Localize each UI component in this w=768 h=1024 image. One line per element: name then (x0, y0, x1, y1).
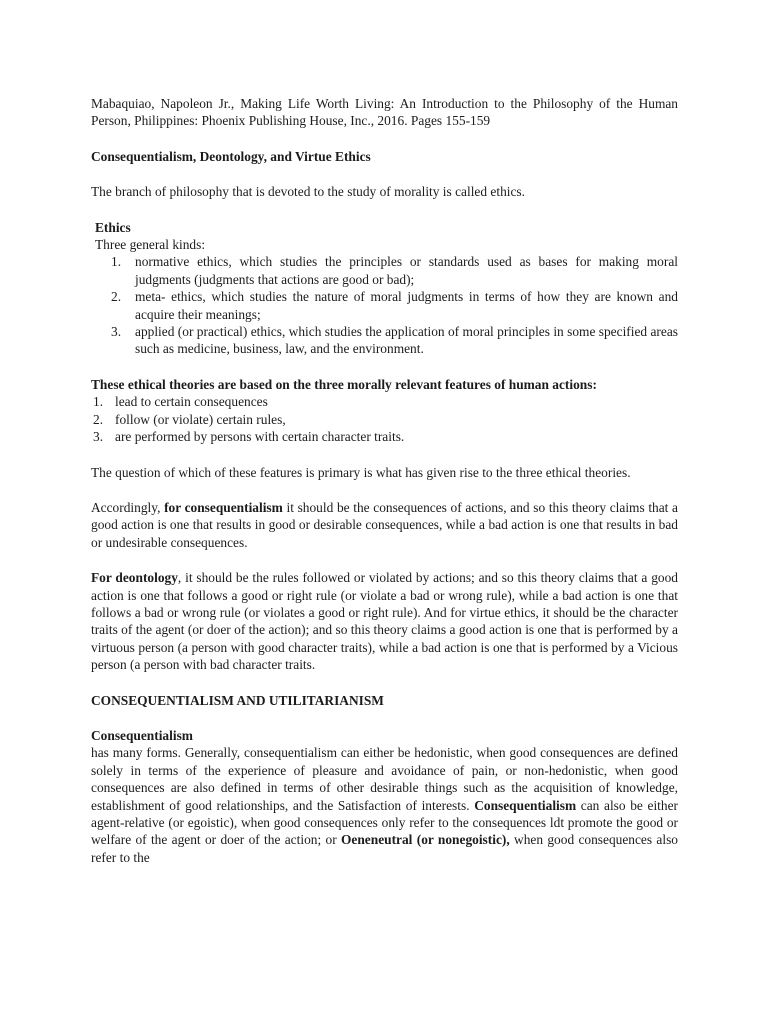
list-item (91, 393, 678, 410)
consequentialism-paragraph (91, 499, 678, 551)
list-item (111, 323, 678, 358)
list-text: normative ethics, which studies the principles or standards used as bases for making moral judgments (judgments that actions are good or bad); (135, 254, 678, 287)
ethics-heading: Ethics (95, 219, 131, 235)
list-item (111, 253, 678, 288)
list-number: 3. (111, 324, 122, 340)
list-number: 1. (93, 394, 104, 410)
paragraph-text: can also be either agent-relative (or egoistic), when good consequences only refer to the consequences ldt promote the good or welfare of the agent or doer of the action; or (91, 797, 678, 848)
citation: Mabaquiao, Napoleon Jr., Making Life Worth Living: An Introduction to the Philosophy of the Human Person, Philippines: Phoenix Publishing House, Inc., 2016. Pages 155-159 (91, 96, 678, 129)
bold-term: Oeneneutral (or nonegoistic), (341, 832, 510, 848)
list-item (111, 288, 678, 323)
features-heading: These ethical theories are based on the three morally relevant features of human actions: (91, 376, 597, 392)
paragraph-text: it should be the consequences of actions, and so this theory claims that a good action is one that results in good or desirable consequences, while a bad action is one that results in bad or undesirable consequences. (91, 499, 678, 550)
features-list (91, 393, 678, 445)
list-item (91, 411, 678, 428)
document-body (91, 95, 678, 866)
bold-term: for consequentialism (164, 499, 283, 515)
question-paragraph: The question of which of these features is primary is what has given rise to the three ethical theories. (91, 464, 631, 480)
forms-paragraph (91, 744, 678, 866)
list-text: follow (or violate) certain rules, (115, 411, 286, 427)
intro-paragraph: The branch of philosophy that is devoted to the study of morality is called ethics. (91, 184, 525, 200)
ethics-kinds-list (91, 253, 678, 357)
paragraph-text: has many forms. Generally, consequentialism can either be hedonistic, when good consequences are defined solely in terms of the experience of pleasure and avoidance of pain, or non-hedonistic, when good consequences are also defined in terms of other desirable things such as the acquisition of knowledge, establishment of good relationships, and the Satisfaction of interests. (91, 745, 678, 813)
paragraph-text: when good consequences also refer to the (91, 832, 678, 865)
ethics-subheading: Three general kinds: (95, 237, 206, 253)
paragraph-text: Accordingly, (91, 499, 165, 515)
deontology-paragraph (91, 569, 678, 673)
list-number: 1. (111, 254, 122, 270)
paragraph-text: , it should be the rules followed or violated by actions; and so this theory claims that a good action is one that follows a good or right rule (or violate a bad or wrong rule), while a bad action is one that follows a bad or wrong rule (or violates a good or right rule). And for virtue ethics, it should be the character traits of the agent (or doer of the action); and so this theory claims a good action is one that is performed by a virtuous person (a person with good character traits), while a bad action is one that is performed by a Vicious person (a person with bad character traits. (91, 570, 678, 673)
list-text: meta- ethics, which studies the nature of moral judgments in terms of how they are known and acquire their meanings; (135, 289, 678, 322)
list-number: 3. (93, 429, 104, 445)
list-item (91, 428, 678, 445)
list-number: 2. (111, 289, 122, 305)
list-number: 2. (93, 411, 104, 427)
section-heading: CONSEQUENTIALISM AND UTILITARIANISM (91, 692, 384, 708)
bold-term: For deontology (91, 570, 178, 586)
ethics-section (91, 219, 678, 254)
list-text: applied (or practical) ethics, which studies the application of moral principles in some specified areas such as medicine, business, law, and the environment. (135, 324, 678, 357)
list-text: are performed by persons with certain character traits. (115, 429, 405, 445)
bold-term: Consequentialism (474, 797, 577, 813)
list-text: lead to certain consequences (115, 394, 268, 410)
consequentialism-heading: Consequentialism (91, 727, 193, 743)
document-title: Consequentialism, Deontology, and Virtue Ethics (91, 148, 371, 164)
